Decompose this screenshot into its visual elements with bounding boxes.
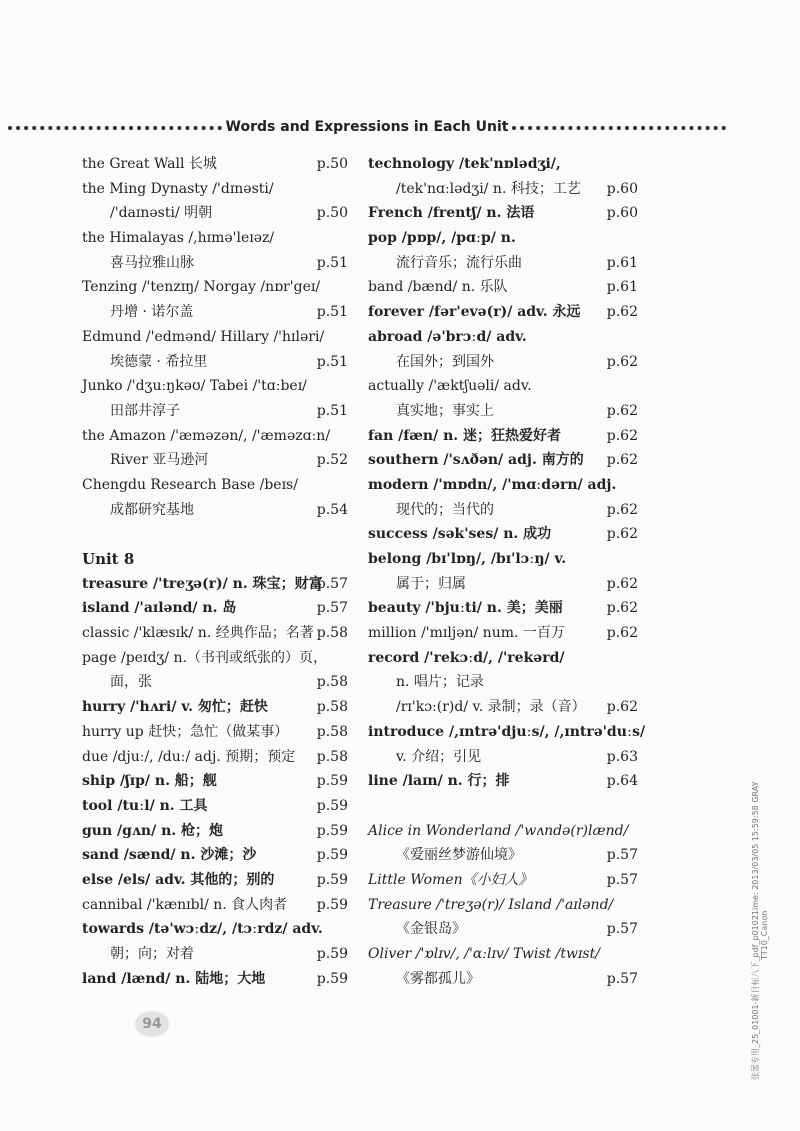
vocab-entry bbox=[368, 424, 638, 449]
vocab-entry-continuation bbox=[368, 572, 638, 597]
entry-text: gun /gʌn/ n. 枪；炮 bbox=[82, 822, 223, 839]
vocab-entry bbox=[368, 152, 638, 177]
vocab-entry-continuation bbox=[368, 670, 638, 695]
entry-page-ref: p.63 bbox=[606, 748, 638, 765]
entry-text: treasure /'treʒə(r)/ n. 珠宝；财富 bbox=[82, 575, 323, 592]
entry-page-ref: p.62 bbox=[606, 427, 638, 444]
entry-page-ref: p.59 bbox=[316, 946, 348, 962]
entry-text: River 亚马逊河 bbox=[110, 452, 209, 469]
entry-text: the Ming Dynasty /'dɪnəsti/ bbox=[82, 180, 274, 197]
entry-text: 真实地；事实上 bbox=[396, 402, 494, 419]
entry-text: n. 唱片；记录 bbox=[396, 674, 484, 691]
entry-page-ref: p.60 bbox=[606, 180, 638, 197]
entry-text: Chengdu Research Base /beɪs/ bbox=[82, 476, 298, 493]
entry-page-ref: p.54 bbox=[316, 501, 348, 518]
vocab-entry-continuation bbox=[368, 917, 638, 942]
vocab-entry bbox=[82, 226, 348, 251]
entry-text: success /sək'ses/ n. 成功 bbox=[368, 526, 552, 543]
entry-text: sand /sænd/ n. 沙滩；沙 bbox=[82, 847, 257, 864]
vocab-entry-continuation bbox=[368, 177, 638, 202]
vocab-entry-continuation bbox=[368, 498, 638, 523]
entry-page-ref: p.62 bbox=[606, 304, 638, 321]
entry-text: French /frentʃ/ n. 法语 bbox=[368, 205, 535, 222]
vocab-entry bbox=[82, 621, 348, 646]
vocab-entry bbox=[82, 646, 348, 671]
entry-text: the Great Wall 长城 bbox=[82, 156, 217, 172]
vocab-entry bbox=[82, 325, 348, 350]
vocab-entry bbox=[368, 769, 638, 794]
entry-page-ref: p.59 bbox=[316, 847, 348, 864]
entry-text: 埃德蒙 · 希拉里 bbox=[110, 353, 208, 370]
vocab-entry bbox=[82, 596, 348, 621]
vocab-entry bbox=[82, 695, 348, 720]
entry-text: 喜马拉雅山脉 bbox=[110, 254, 194, 271]
entry-text: ship /ʃɪp/ n. 船；舰 bbox=[82, 773, 217, 790]
entry-text: Little Women《小妇人》 bbox=[368, 871, 533, 888]
vocab-entry bbox=[368, 201, 638, 226]
entry-page-ref: p.58 bbox=[316, 699, 348, 716]
vocab-entry-continuation bbox=[82, 300, 348, 325]
entry-text: Edmund /'edmənd/ Hillary /'hɪləri/ bbox=[82, 328, 325, 345]
vocab-entry-continuation bbox=[368, 251, 638, 276]
vocab-entry bbox=[82, 794, 348, 819]
vocab-entry bbox=[368, 374, 638, 399]
entry-text: Tenzing /'tenzɪŋ/ Norgay /nɒr'geɪ/ bbox=[82, 279, 321, 296]
vocab-entry-continuation bbox=[82, 498, 348, 523]
entry-page-ref: p.62 bbox=[606, 452, 638, 469]
vocab-entry bbox=[368, 547, 638, 572]
vocab-entry bbox=[368, 868, 638, 893]
vocab-entry bbox=[82, 745, 348, 770]
vocab-entry-continuation bbox=[368, 843, 638, 868]
entry-text: land /lænd/ n. 陆地；大地 bbox=[82, 970, 266, 987]
vocab-entry-continuation bbox=[82, 201, 348, 226]
entry-text: actually /'æktʃuəli/ adv. bbox=[368, 378, 532, 395]
entry-text: 《金银岛》 bbox=[396, 921, 466, 938]
entry-text: 朝；向；对着 bbox=[110, 946, 194, 962]
entry-page-ref: p.57 bbox=[606, 871, 638, 888]
entry-text: due /djuː/, /duː/ adj. 预期；预定 bbox=[82, 748, 296, 765]
entry-page-ref: p.59 bbox=[316, 773, 348, 790]
entry-text: towards /tə'wɔːdz/, /tɔːrdz/ adv. bbox=[82, 921, 323, 938]
entry-text: 现代的；当代的 bbox=[396, 501, 494, 518]
entry-text: modern /'mɒdn/, /'mɑːdərn/ adj. bbox=[368, 476, 617, 493]
vocab-entry bbox=[82, 917, 348, 942]
entry-text: hurry /'hʌri/ v. 匆忙；赶快 bbox=[82, 699, 268, 716]
entry-text: /tek'nɑːlədʒi/ n. 科技；工艺 bbox=[396, 180, 581, 197]
entry-text: 在国外；到国外 bbox=[396, 353, 494, 370]
entry-page-ref: p.62 bbox=[606, 526, 638, 543]
entry-page-ref: p.58 bbox=[316, 625, 348, 642]
entry-page-ref: p.62 bbox=[606, 501, 638, 518]
vocab-entry bbox=[368, 942, 638, 967]
vocab-entry-continuation bbox=[368, 350, 638, 375]
entry-text: the Amazon /'æməzən/, /'æməzɑːn/ bbox=[82, 427, 331, 444]
entry-page-ref: p.59 bbox=[316, 970, 348, 987]
side-note-printer: TT10_Canon bbox=[760, 910, 769, 960]
entry-text: Alice in Wonderland /'wʌndə(r)lænd/ bbox=[368, 822, 629, 839]
vocab-entry bbox=[82, 819, 348, 844]
vocab-entry-continuation bbox=[368, 745, 638, 770]
entry-text: 《爱丽丝梦游仙境》 bbox=[396, 847, 522, 864]
entry-page-ref: p.59 bbox=[316, 896, 348, 913]
vocab-entry-continuation bbox=[368, 967, 638, 992]
vocab-entry-continuation bbox=[82, 670, 348, 695]
vocab-entry bbox=[82, 572, 348, 597]
entry-text: band /bænd/ n. 乐队 bbox=[368, 279, 508, 296]
entry-page-ref: p.57 bbox=[316, 600, 348, 617]
entry-text: belong /bɪ'lɒŋ/, /bɪ'lɔːŋ/ v. bbox=[368, 551, 567, 567]
entry-page-ref: p.58 bbox=[316, 748, 348, 765]
entry-text: abroad /ə'brɔːd/ adv. bbox=[368, 328, 527, 345]
entry-text: cannibal /'kænɪbl/ n. 食人肉者 bbox=[82, 896, 288, 913]
entry-page-ref: p.60 bbox=[606, 205, 638, 222]
vocab-entry bbox=[82, 868, 348, 893]
entry-text: the Himalayas /,hɪmə'leɪəz/ bbox=[82, 230, 275, 247]
entry-page-ref: p.50 bbox=[316, 156, 348, 172]
entry-text: introduce /,ɪntrə'djuːs/, /,ɪntrə'duːs/ bbox=[368, 723, 646, 740]
unit-heading: Unit 8 bbox=[82, 550, 135, 568]
entry-page-ref: p.64 bbox=[606, 773, 638, 790]
entry-text: classic /'klæsɪk/ n. 经典作品；名著 bbox=[82, 625, 314, 642]
vocab-entry-continuation bbox=[368, 399, 638, 424]
entry-page-ref: p.62 bbox=[606, 353, 638, 370]
entry-text: forever /fər'evə(r)/ adv. 永远 bbox=[368, 304, 581, 321]
entry-page-ref: p.59 bbox=[316, 871, 348, 888]
vocab-entry bbox=[82, 473, 348, 498]
entry-page-ref: p.57 bbox=[316, 575, 348, 592]
vocab-entry bbox=[82, 374, 348, 399]
entry-text: southern /'sʌðən/ adj. 南方的 bbox=[368, 452, 584, 469]
entry-page-ref: p.61 bbox=[606, 279, 638, 296]
vocab-entry bbox=[82, 275, 348, 300]
entry-text: Junko /'dʒuːŋkəʊ/ Tabei /'tɑːbeɪ/ bbox=[82, 378, 307, 395]
vocab-entry bbox=[368, 226, 638, 251]
vocab-entry bbox=[368, 522, 638, 547]
entry-page-ref: p.51 bbox=[316, 304, 348, 321]
entry-text: pop /pɒp/, /pɑːp/ n. bbox=[368, 230, 516, 247]
spacer bbox=[82, 522, 348, 547]
vocab-entry bbox=[82, 967, 348, 992]
side-note-file: 张蕾专用_25_01001-新目标八下_pdf_p01021ime: 2013/03/05 15:59:58 GRAY bbox=[751, 781, 760, 1080]
vocab-entry bbox=[368, 448, 638, 473]
section-header bbox=[8, 119, 726, 135]
entry-page-ref: p.51 bbox=[316, 353, 348, 370]
vocab-entry bbox=[368, 300, 638, 325]
vocab-entry-continuation bbox=[82, 399, 348, 424]
entry-text: /rɪ'kɔː(r)d/ v. 录制；录（音） bbox=[396, 699, 586, 716]
header-title: Words and Expressions in Each Unit bbox=[225, 119, 509, 135]
vocab-entry bbox=[82, 424, 348, 449]
entry-text: fan /fæn/ n. 迷；狂热爱好者 bbox=[368, 427, 562, 444]
left-column bbox=[82, 152, 348, 991]
entry-text: tool /tuːl/ n. 工具 bbox=[82, 797, 208, 814]
vocab-entry bbox=[368, 646, 638, 671]
entry-text: 丹增 · 诺尔盖 bbox=[110, 304, 194, 321]
vocab-entry-continuation bbox=[82, 942, 348, 967]
entry-text: 田部井淳子 bbox=[110, 402, 180, 419]
vocab-entry bbox=[82, 720, 348, 745]
entry-text: Treasure /'treʒə(r)/ Island /'aɪlənd/ bbox=[368, 896, 614, 913]
vocab-entry bbox=[82, 769, 348, 794]
right-column bbox=[368, 152, 646, 991]
header-dots-right bbox=[512, 126, 726, 130]
entry-text: line /laɪn/ n. 行；排 bbox=[368, 773, 510, 790]
entry-text: technology /tek'nɒlədʒi/, bbox=[368, 156, 561, 172]
entry-page-ref: p.59 bbox=[316, 797, 348, 814]
vocab-entry bbox=[368, 893, 638, 918]
entry-page-ref: p.58 bbox=[316, 723, 348, 740]
vocab-entry bbox=[82, 177, 348, 202]
entry-text: 面，张 bbox=[110, 674, 152, 691]
entry-page-ref: p.62 bbox=[606, 625, 638, 642]
entry-text: page /peɪdʒ/ n.（书刊或纸张的）页， bbox=[82, 649, 327, 666]
entry-page-ref: p.51 bbox=[316, 402, 348, 419]
entry-page-ref: p.59 bbox=[316, 822, 348, 839]
entry-page-ref: p.62 bbox=[606, 699, 638, 716]
vocab-entry-continuation bbox=[368, 695, 638, 720]
entry-page-ref: p.51 bbox=[316, 254, 348, 271]
entry-page-ref: p.57 bbox=[606, 847, 638, 864]
entry-text: hurry up 赶快；急忙（做某事） bbox=[82, 723, 289, 740]
entry-page-ref: p.57 bbox=[606, 921, 638, 938]
vocab-entry bbox=[368, 819, 638, 844]
entry-page-ref: p.52 bbox=[316, 452, 348, 469]
vocab-entry-continuation bbox=[82, 251, 348, 276]
entry-page-ref: p.62 bbox=[606, 575, 638, 592]
entry-text: /'daɪnəsti/ 明朝 bbox=[110, 205, 213, 222]
entry-page-ref: p.57 bbox=[606, 970, 638, 987]
entry-text: else /els/ adv. 其他的；别的 bbox=[82, 871, 275, 888]
entry-text: 《雾都孤儿》 bbox=[396, 970, 480, 987]
vocab-entry bbox=[368, 720, 646, 745]
vocab-entry bbox=[368, 621, 638, 646]
entry-text: 成都研究基地 bbox=[110, 501, 194, 518]
entry-page-ref: p.58 bbox=[316, 674, 348, 691]
header-dots-left bbox=[8, 126, 222, 130]
entry-text: Oliver /'ɒlɪv/, /'ɑːlɪv/ Twist /twɪst/ bbox=[368, 946, 600, 962]
entry-page-ref: p.50 bbox=[316, 205, 348, 222]
spacer bbox=[368, 794, 638, 819]
vocab-entry bbox=[368, 473, 638, 498]
entry-text: 属于；归属 bbox=[396, 575, 466, 592]
vocab-entry-continuation bbox=[82, 350, 348, 375]
vocab-entry-continuation bbox=[82, 448, 348, 473]
entry-text: 流行音乐；流行乐曲 bbox=[396, 254, 522, 271]
vocab-entry bbox=[368, 275, 638, 300]
vocab-entry bbox=[368, 325, 638, 350]
entry-text: million /'mɪljən/ num. 一百万 bbox=[368, 625, 565, 642]
vocab-entry bbox=[368, 596, 638, 621]
vocab-entry bbox=[82, 152, 348, 177]
entry-text: record /'rekɔːd/, /'rekərd/ bbox=[368, 649, 565, 666]
entry-text: v. 介绍；引见 bbox=[396, 748, 482, 765]
entry-page-ref: p.62 bbox=[606, 402, 638, 419]
entry-text: island /'aɪlənd/ n. 岛 bbox=[82, 600, 237, 617]
page-number: 94 bbox=[135, 1011, 169, 1037]
entry-page-ref: p.61 bbox=[606, 254, 638, 271]
entry-text: beauty /'bjuːti/ n. 美；美丽 bbox=[368, 600, 563, 617]
vocab-entry bbox=[82, 893, 348, 918]
vocab-entry bbox=[82, 843, 348, 868]
entry-page-ref: p.62 bbox=[606, 600, 638, 617]
